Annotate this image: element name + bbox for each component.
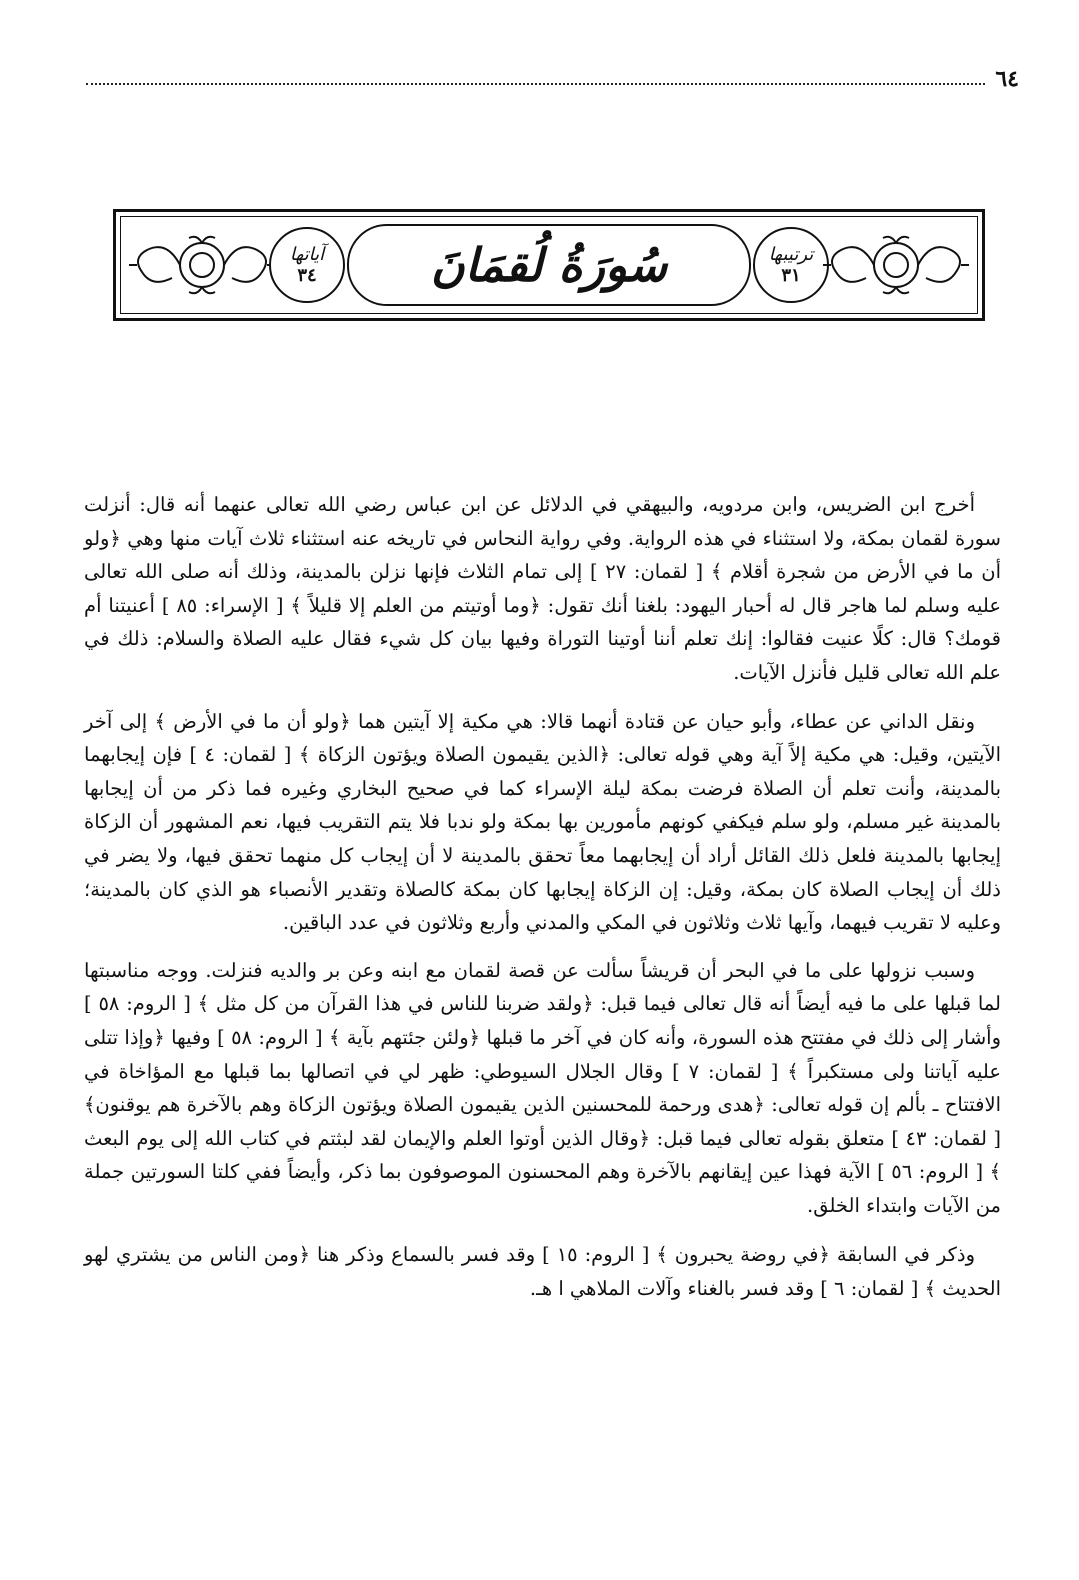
dot-leader xyxy=(86,83,985,85)
verse-count-label: آياتها xyxy=(289,244,325,265)
surah-title: سُورَةُ لُقمَانَ xyxy=(430,238,668,292)
running-head xyxy=(86,64,1019,94)
surah-order-value: ٣١ xyxy=(781,265,801,286)
paragraph: ونقل الداني عن عطاء، وأبو حيان عن قتادة أنهما قالا: هي مكية إلا آيتين هما ﴿ولو أن ما في الأرض ﴾ إلى آخر الآيتين، وقيل: هي مكية إلاً آية وهي قوله تعالى: ﴿الذين يقيمون الصلاة ويؤتون الزكاة ﴾ [ لقمان: ٤ ] فإن إيجابهما بالمدينة، وأنت تعلم أن الصلاة فرضت بمكة ليلة الإسراء كما في صحيح البخاري وغيره فما ذكر من أن إيجابها بالمدينة غير مسلم، ولو سلم فيكفي كونهم مأمورين بها بمكة ولو ندبا فلا يتم التقريب فيها، نعم المشهور أن الزكاة إيجابها بالمدينة فلعل ذلك القائل أراد أن إيجابهما معاً تحقق بالمدينة لا أن إيجاب كل منهما تحقق فيها، ولا يضر في ذلك أن إيجاب الصلاة كان بمكة، وقيل: إن الزكاة إيجابها كان بمكة كالصلاة وتقدير الأنصباء هو الذي كان بالمدينة؛ وعليه لا تقريب فيهما، وآيها ثلاث وثلاثون في المكي والمدني وأربع وثلاثون في عدد الباقين. xyxy=(84,709,1001,935)
surah-order-label: ترتيبها xyxy=(768,244,814,265)
surah-order-medallion xyxy=(753,227,829,303)
arabesque-ornament-icon xyxy=(127,230,277,300)
commentary-body xyxy=(84,488,1001,1306)
paragraph: وسبب نزولها على ما في البحر أن قريشاً سألت عن قصة لقمان مع ابنه وعن بر والديه فنزلت. ووجه مناسبتها لما قبلها على ما فيه أيضاً أنه قال تعالى فيما قبل: ﴿ولقد ضربنا للناس في هذا القرآن من كل مثل ﴾ [ الروم: ٥٨ ] وأشار إلى ذلك في مفتتح هذه السورة، وأنه كان في آخر ما قبلها ﴿ولئن جئتهم بآية ﴾ [ الروم: ٥٨ ] وفيها ﴿وإذا تتلى عليه آياتنا ولى مستكبراً ﴾ [ لقمان: ٧ ] وقال الجلال السيوطي: ظهر لي في اتصالها بما قبلها مع المؤاخاة في الافتتاح ـ بألم إن قوله تعالى: ﴿هدى ورحمة للمحسنين الذين يقيمون الصلاة ويؤتون الزكاة وهم بالآخرة هم يوقنون﴾ [ لقمان: ٤٣ ] متعلق بقوله تعالى فيما قبل: ﴿وقال الذين أوتوا العلم والإيمان لقد لبثتم في كتاب الله إلى يوم البعث ﴾ [ الروم: ٥٦ ] الآية فهذا عين إيقانهم بالآخرة وهم المحسنون الموصوفون بما ذكر، وأيضاً ففي كلتا السورتين جملة من الآيات وابتداء الخلق. xyxy=(84,958,1002,1217)
paragraph: وذكر في السابقة ﴿في روضة يحبرون ﴾ [ الروم: ١٥ ] وقد فسر بالسماع وذكر هنا ﴿ومن الناس من يشتري لهو الحديث ﴾ [ لقمان: ٦ ] وقد فسر بالغناء وآلات الملاهي ا هـ. xyxy=(84,1243,1001,1301)
paragraph: أخرج ابن الضريس، وابن مردويه، والبيهقي في الدلائل عن ابن عباس رضي الله تعالى عنهما أنه قال: أنزلت سورة لقمان بمكة، ولا استثناء في هذه الرواية. وفي رواية النحاس في تاريخه عنه استثناء ثلاث آيات منها وهي ﴿ولو أن ما في الأرض من شجرة أقلام ﴾ [ لقمان: ٢٧ ] إلى تمام الثلاث فإنها نزلن بالمدينة، وذلك أنه صلى الله تعالى عليه وسلم لما هاجر قال له أحبار اليهود: بلغنا أنك تقول: ﴿وما أوتيتم من العلم إلا قليلاً ﴾ [ الإسراء: ٨٥ ] أعنيتنا أم قومك؟ قال: كلًا عنيت فقالوا: إنك تعلم أننا أوتينا التوراة وفيها بيان كل شيء فقال عليه الصلاة والسلام: ذلك في علم الله تعالى قليل فأنزل الآيات. xyxy=(84,493,1001,684)
banner-frame xyxy=(120,216,978,314)
surah-banner xyxy=(113,209,985,321)
page-number: ٦٤ xyxy=(995,66,1019,92)
arabesque-ornament-icon xyxy=(821,230,971,300)
verse-count-value: ٣٤ xyxy=(297,265,317,286)
verse-count-medallion xyxy=(269,227,345,303)
title-cartouche xyxy=(347,224,751,306)
